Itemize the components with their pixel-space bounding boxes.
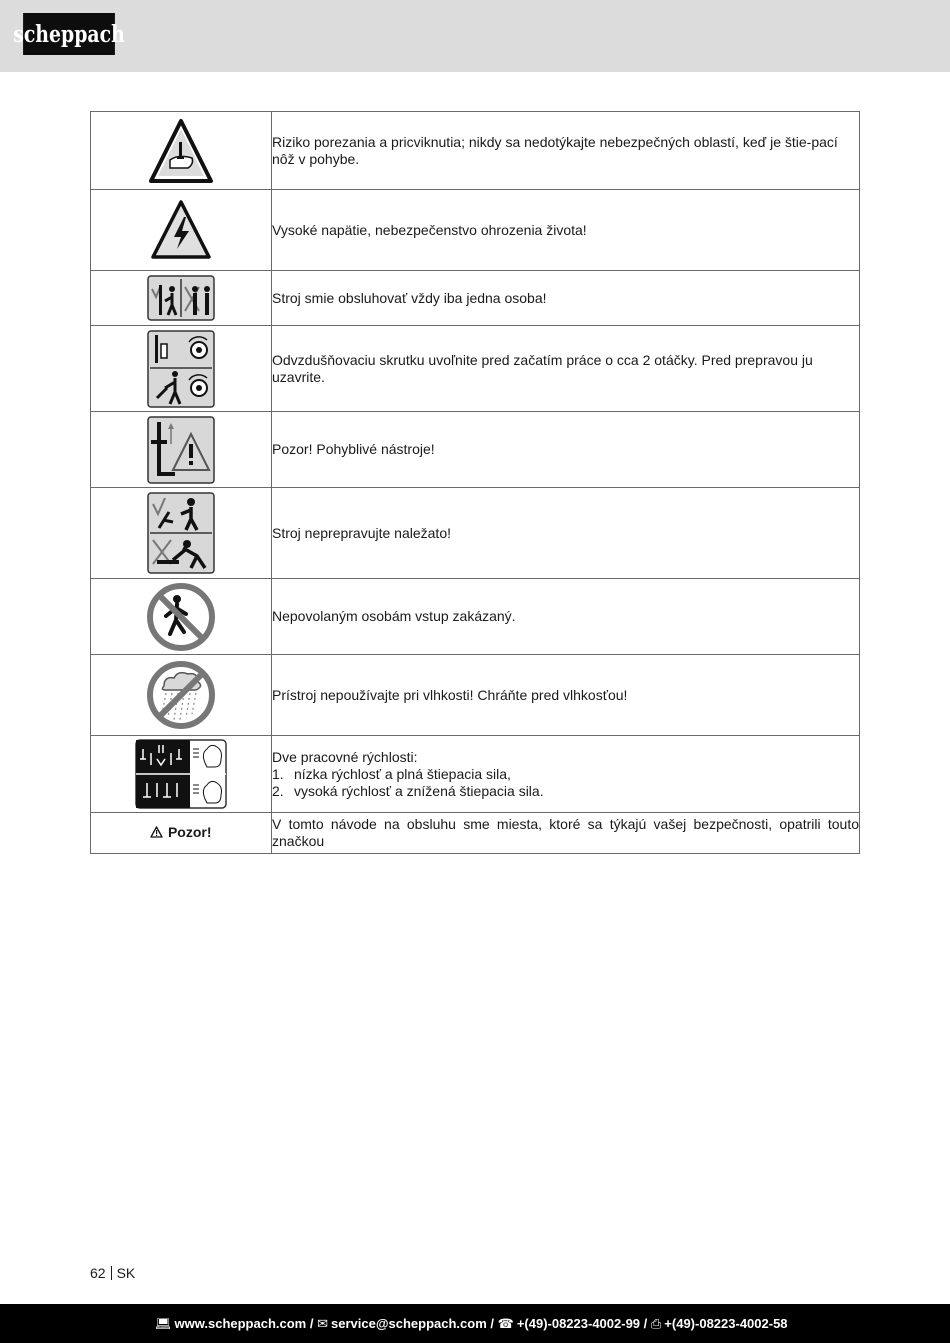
list-title: Dve pracovné rýchlosti: <box>272 748 418 765</box>
pozor-label <box>150 824 211 841</box>
table-row <box>91 326 860 412</box>
page-number <box>90 1265 135 1281</box>
table-row <box>91 112 860 190</box>
list-item <box>272 783 859 800</box>
row-text: Prístroj nepoužívajte pri vlhkosti! Chráňte pred vlhkosťou! <box>272 655 860 736</box>
table-row <box>91 813 860 854</box>
hand-cut-warning-icon <box>148 118 214 184</box>
pozor-text: Pozor! <box>167 824 212 840</box>
table-row <box>91 488 860 579</box>
row-text: Vysoké napätie, nebezpečenstvo ohrozenia života! <box>272 190 860 271</box>
row-text: Pozor! Pohyblivé nástroje! <box>272 412 860 488</box>
two-speeds-icon <box>135 739 227 809</box>
no-entry-icon <box>146 582 216 652</box>
contact-separator: / <box>640 1316 651 1331</box>
row-text: Odvzdušňovaciu skrutku uvoľnite pred začatím práce o cca 2 otáčky. Pred prepravou ju uzavrite. <box>272 326 860 412</box>
safety-symbols-table <box>90 111 860 854</box>
row-text: Riziko porezania a pricviknutia; nikdy sa nedotýkajte nebezpečných oblastí, keď je štie-pací nôž v pohybe. <box>272 112 860 190</box>
list-number: 2. <box>272 782 284 799</box>
list-text: nízka rýchlosť a plná štiepacia sila, <box>294 765 511 782</box>
contact-line <box>155 1316 788 1332</box>
page-number-value: 62 <box>90 1265 106 1281</box>
email-link[interactable]: service@scheppach.com <box>331 1316 487 1331</box>
phone-icon: ☎ <box>497 1316 514 1331</box>
table-row <box>91 579 860 655</box>
website-link[interactable]: www.scheppach.com <box>174 1316 307 1331</box>
footer-contact-bar <box>0 1304 950 1343</box>
vent-screw-icon <box>147 330 215 408</box>
fax-icon: ⎙ <box>650 1316 662 1331</box>
table-row <box>91 412 860 488</box>
list-item <box>272 766 859 783</box>
phone-number: +(49)-08223-4002-99 <box>516 1316 641 1331</box>
no-lying-transport-icon <box>147 492 215 574</box>
row-text: V tomto návode na obsluhu sme miesta, ktoré sa týkajú vašej bezpečnosti, opatrili touto značkou <box>272 813 860 854</box>
language-code: SK <box>116 1265 136 1281</box>
email-icon: ✉ <box>317 1316 328 1331</box>
moving-tools-icon <box>147 416 215 484</box>
high-voltage-warning-icon <box>150 199 212 261</box>
contact-separator: / <box>486 1316 498 1331</box>
row-text: Nepovolaným osobám vstup zakázaný. <box>272 579 860 655</box>
page-separator <box>111 1266 112 1280</box>
no-rain-icon <box>146 660 216 730</box>
table-row <box>91 736 860 813</box>
row-text <box>272 736 860 813</box>
scheppach-logo: scheppach <box>23 13 115 55</box>
table-row <box>91 190 860 271</box>
computer-icon: 💻︎ <box>155 1316 172 1331</box>
warning-triangle-icon <box>150 826 163 838</box>
table-row <box>91 655 860 736</box>
row-text: Stroj neprepravujte naležato! <box>272 488 860 579</box>
one-operator-icon <box>147 275 215 321</box>
list-text: vysoká rýchlosť a znížená štiepacia sila. <box>294 782 544 799</box>
table-row <box>91 271 860 326</box>
list-number: 1. <box>272 765 284 782</box>
row-text: Stroj smie obsluhovať vždy iba jedna osoba! <box>272 271 860 326</box>
fax-number: +(49)-08223-4002-58 <box>664 1316 788 1331</box>
contact-separator: / <box>306 1316 318 1331</box>
page-header <box>0 0 950 72</box>
